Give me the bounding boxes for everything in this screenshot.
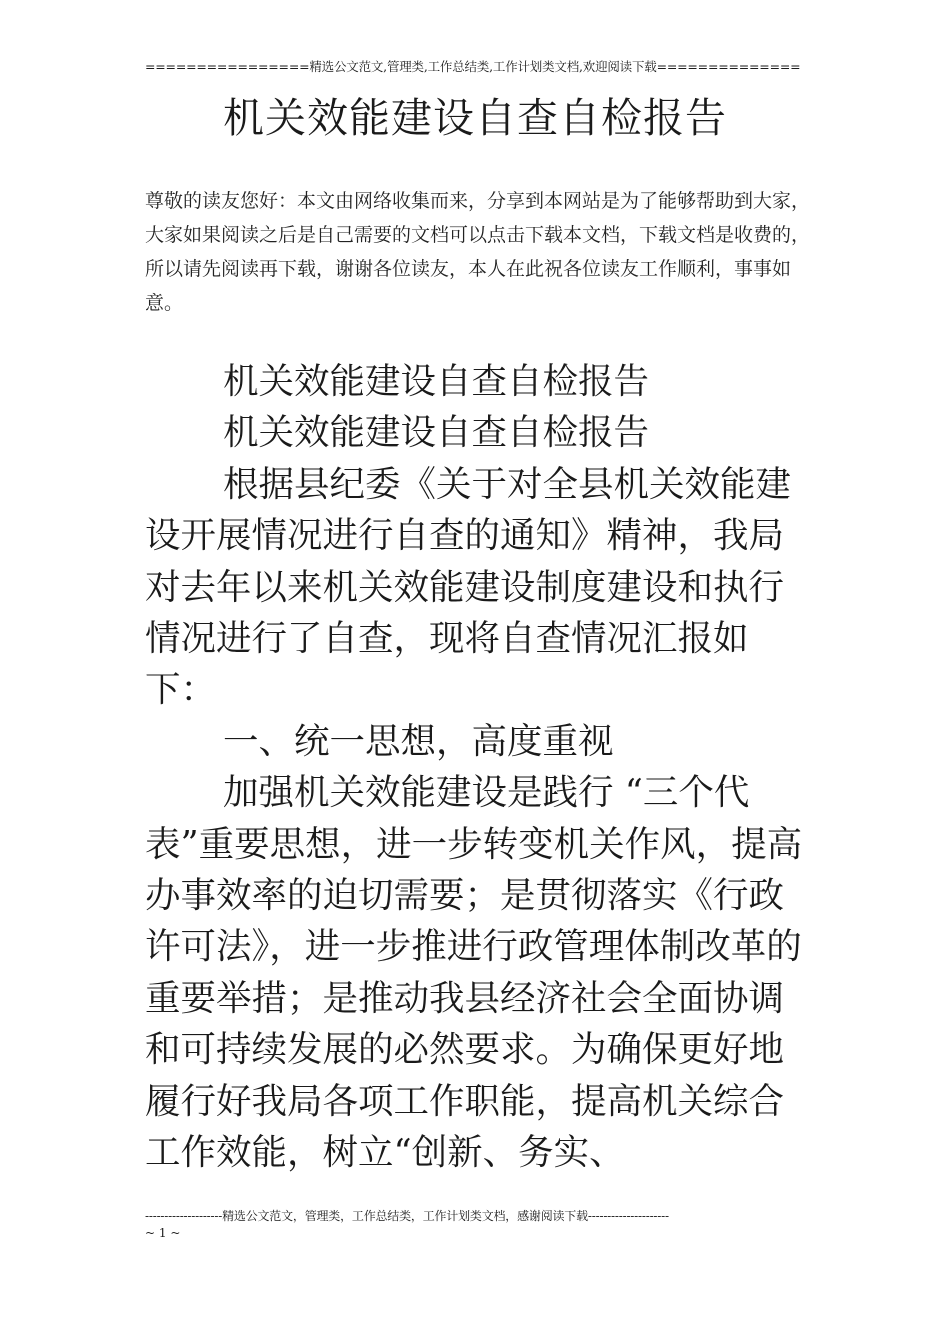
body-heading-2: 机关效能建设自查自检报告 xyxy=(223,412,650,454)
document-body xyxy=(145,356,813,1179)
body-heading-1: 机关效能建设自查自检报告 xyxy=(223,361,650,402)
header-banner: ================精选公文范文,管理类,工作总结类,工作计划类文档,欢迎阅读下载============== xyxy=(145,59,801,74)
footer-banner: --------------------精选公文范文，管理类，工作总结类，工作计划类文档，感谢阅读下载--------------------- xyxy=(145,1209,669,1223)
body-paragraph-intro: 根据县纪委《关于对全县机关效能建设开展情况进行自查的通知》精神，我局对去年以来机关效能建设制度建设和执行情况进行了自查，现将自查情况汇报如下： xyxy=(145,463,792,711)
document-title: 机关效能建设自查自检报告 xyxy=(223,94,727,142)
notice-text: 尊敬的读友您好：本文由网络收集而来，分享到本网站是为了能够帮助到大家，大家如果阅读之后是自己需要的文档可以点击下载本文档，下载文档是收费的，所以请先阅读再下载，谢谢各位读友，本人在此祝各位读友工作顺利，事事如意。 xyxy=(145,190,811,314)
page-number: ~ 1 ~ xyxy=(145,1226,181,1240)
body-paragraph-1: 加强机关效能建设是践行 “三个代表”重要思想，进一步转变机关作风，提高办事效率的迫切需要；是贯彻落实《行政许可法》，进一步推进行政管理体制改革的重要举措；是推动我县经济社会全面协调和可持续发展的必然要求。为确保更好地履行好我局各项工作职能，提高机关综合工作效能，树立“创新、务实、 xyxy=(145,772,803,1174)
section-heading-1: 一、统一思想，高度重视 xyxy=(223,720,614,762)
download-notice xyxy=(145,184,810,320)
